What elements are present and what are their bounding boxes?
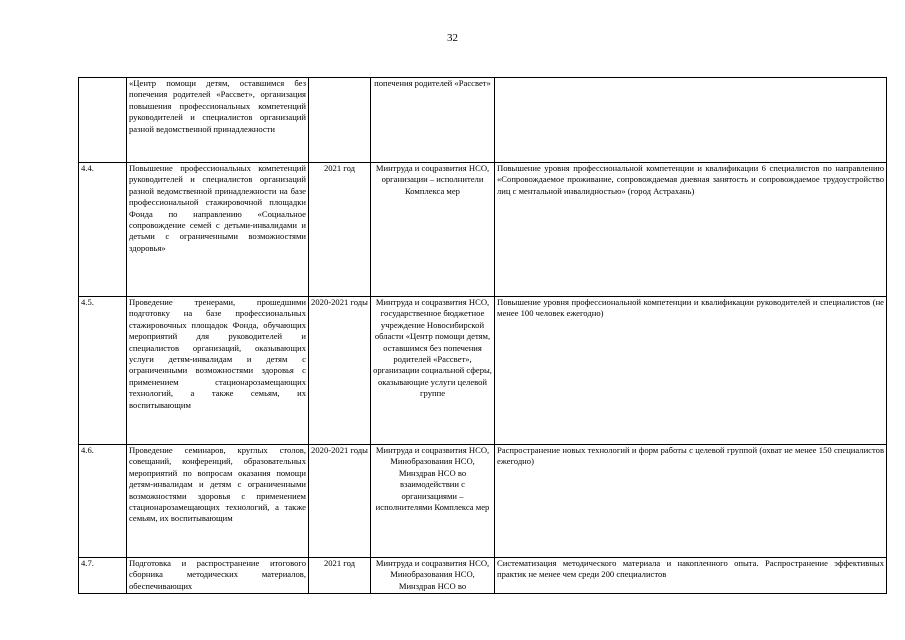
- expected-result: Систематизация методического материала и накопленного опыта. Распространение эффективных практик не менее чем среди 200 специалистов: [495, 558, 887, 594]
- measure-name: Подготовка и распространение итогового сборника методических материалов, обеспечивающих: [127, 558, 309, 594]
- item-number: 4.6.: [79, 445, 127, 558]
- table-row: [79, 78, 887, 163]
- executors: попечения родителей «Рассвет»: [371, 78, 495, 163]
- page-number: 32: [447, 32, 458, 44]
- table-row: [79, 163, 887, 297]
- executors: Минтруда и соцразвития НСО, организации – исполнители Комплекса мер: [371, 163, 495, 297]
- expected-result: Повышение уровня профессиональной компетенции и квалификации 6 специалистов по направлению «Сопровождаемое проживание, сопровождаемая дневная занятость и сопровождаемое трудоустройство лиц с ментальной инвалидностью» (город Астрахань): [495, 163, 887, 297]
- table-row: [79, 297, 887, 445]
- table-row: [79, 445, 887, 558]
- measure-name: «Центр помощи детям, оставшимся без попечения родителей «Рассвет», организация повышения профессиональных компетенций руководителей и специалистов организаций разной ведомственной принадлежности: [127, 78, 309, 163]
- expected-result: Распространение новых технологий и форм работы с целевой группой (охват не менее 150 специалистов ежегодно): [495, 445, 887, 558]
- deadline: 2020-2021 годы: [309, 297, 371, 445]
- table-row: [79, 558, 887, 594]
- measure-name: Повышение профессиональных компетенций руководителей и специалистов организаций разной ведомственной принадлежности на базе профессиональной стажировочной площадки Фонда по направлению «Социальное сопровождение семей с детьми-инвалидами и детьми с ограниченными возможностями здоровья»: [127, 163, 309, 297]
- expected-result: [495, 78, 887, 163]
- measures-table: [78, 77, 887, 594]
- item-number: 4.7.: [79, 558, 127, 594]
- deadline: 2020-2021 годы: [309, 445, 371, 558]
- measure-name: Проведение тренерами, прошедшими подготовку на базе профессиональных стажировочных площадок Фонда, обучающих мероприятий для руководителей и специалистов организаций, оказывающих услуги детям-инвалидам и детям с ограниченными возможностями здоровья с применением стационарозамещающих технологий, а также семьям, их воспитывающим: [127, 297, 309, 445]
- deadline: [309, 78, 371, 163]
- deadline: 2021 год: [309, 163, 371, 297]
- deadline: 2021 год: [309, 558, 371, 594]
- expected-result: Повышение уровня профессиональной компетенции и квалификации руководителей и специалистов (не менее 100 человек ежегодно): [495, 297, 887, 445]
- item-number: 4.5.: [79, 297, 127, 445]
- executors: Минтруда и соцразвития НСО, Минобразования НСО, Минздрав НСО во: [371, 558, 495, 594]
- item-number: [79, 78, 127, 163]
- measure-name: Проведение семинаров, круглых столов, совещаний, конференций, образовательных мероприятий по вопросам оказания помощи детям-инвалидам и детям с ограниченными возможностями здоровья с применением стационарозамещающих технологий, а также семьям, их воспитывающим: [127, 445, 309, 558]
- item-number: 4.4.: [79, 163, 127, 297]
- executors: Минтруда и соцразвития НСО, Минобразования НСО, Минздрав НСО во взаимодействии с организациями – исполнителями Комплекса мер: [371, 445, 495, 558]
- executors: Минтруда и соцразвития НСО, государственное бюджетное учреждение Новосибирской области «Центр помощи детям, оставшимся без попечения родителей «Рассвет», организации социальной сферы, оказывающие услуги целевой группе: [371, 297, 495, 445]
